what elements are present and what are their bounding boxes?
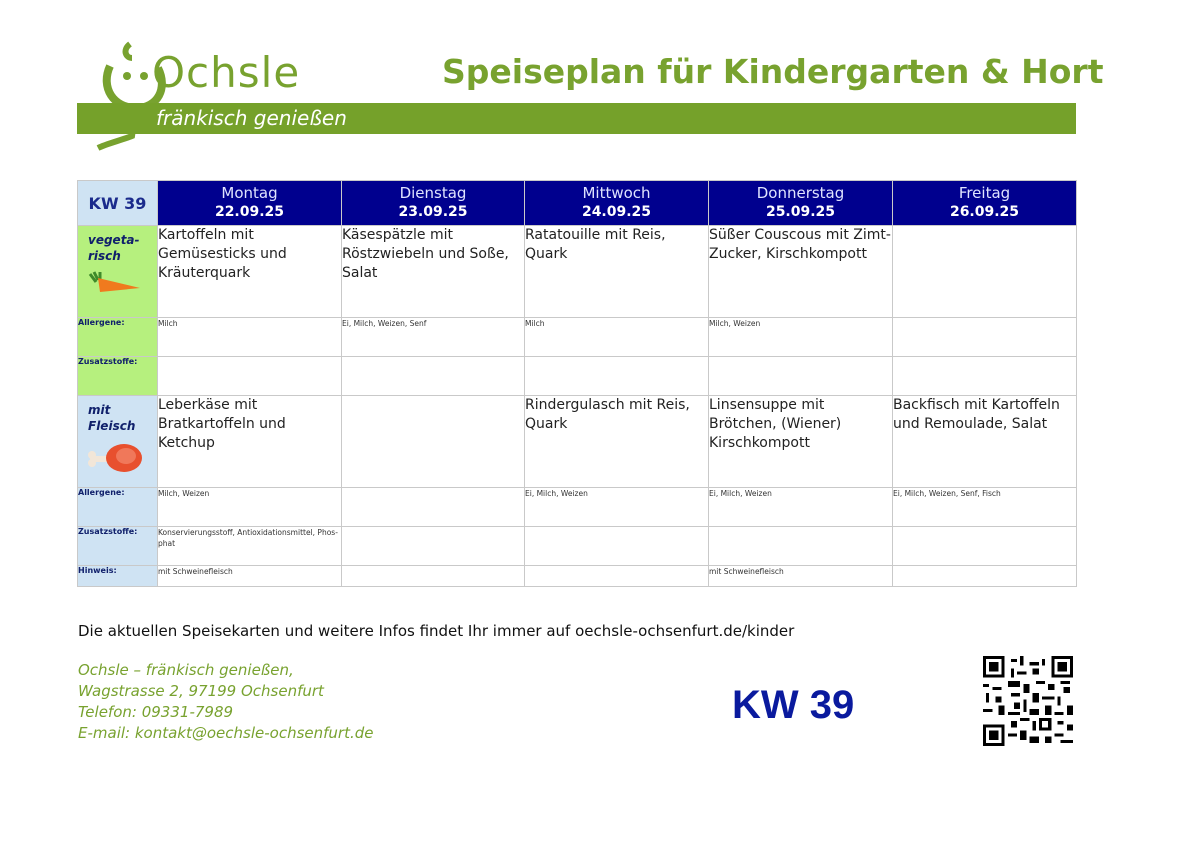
day-date: 24.09.25 xyxy=(581,204,652,220)
allergens-cell: Ei, Milch, Weizen, Senf, Fisch xyxy=(893,488,1077,527)
additives-cell xyxy=(893,527,1077,566)
category-label: vegeta- risch xyxy=(88,233,140,263)
dish-cell: Süßer Couscous mit Zimt-Zucker, Kirschkompott xyxy=(709,226,893,318)
info-text: Die aktuellen Speisekarten und weitere Infos findet Ihr immer auf oechsle-ochsenfurt.de/kinder xyxy=(78,622,795,640)
allergens-label: Allergene: xyxy=(78,318,158,357)
brand-name: Ochsle xyxy=(152,48,301,97)
carrot-icon xyxy=(86,268,144,298)
allergens-cell xyxy=(893,318,1077,357)
allergens-cell: Milch, Weizen xyxy=(158,488,342,527)
allergens-cell: Ei, Milch, Weizen xyxy=(525,488,709,527)
additives-cell: Konservierungsstoff, Antioxidationsmittel, Phos-phat xyxy=(158,527,342,566)
additives-cell xyxy=(893,357,1077,396)
additives-cell xyxy=(709,527,893,566)
allergens-cell xyxy=(342,488,525,527)
day-header xyxy=(893,181,1077,226)
allergens-cell: Milch, Weizen xyxy=(709,318,893,357)
additives-cell xyxy=(709,357,893,396)
dish-cell xyxy=(893,226,1077,318)
ham-icon xyxy=(86,438,144,474)
day-header xyxy=(342,181,525,226)
meat-additives-row xyxy=(78,527,1077,566)
dish-cell: Rindergulasch mit Reis, Quark xyxy=(525,396,709,488)
day-date: 26.09.25 xyxy=(949,204,1020,220)
notes-cell xyxy=(342,566,525,587)
dish-cell: Ratatouille mit Reis, Quark xyxy=(525,226,709,318)
notes-label: Hinweis: xyxy=(78,566,158,587)
meat-notes-row xyxy=(78,566,1077,587)
day-name: Freitag xyxy=(958,184,1011,202)
vegetarian-category xyxy=(78,226,158,318)
allergens-cell: Ei, Milch, Weizen xyxy=(709,488,893,527)
week-label: KW 39 xyxy=(78,181,158,226)
allergens-cell: Milch xyxy=(158,318,342,357)
dish-cell: Käsespätzle mit Röstzwiebeln und Soße, Salat xyxy=(342,226,525,318)
additives-label: Zusatzstoffe: xyxy=(78,357,158,396)
week-big-label: KW 39 xyxy=(732,683,855,727)
meat-dish-row xyxy=(78,396,1077,488)
meat-category xyxy=(78,396,158,488)
day-name: Donnerstag xyxy=(756,184,845,202)
vegetarian-additives-row xyxy=(78,357,1077,396)
allergens-label: Allergene: xyxy=(78,488,158,527)
day-date: 22.09.25 xyxy=(214,204,285,220)
brand-tagline: fränkisch genießen xyxy=(156,106,347,130)
contact-address xyxy=(78,660,373,744)
day-date: 25.09.25 xyxy=(765,204,836,220)
day-name: Mittwoch xyxy=(582,184,651,202)
allergens-cell: Milch xyxy=(525,318,709,357)
dish-cell: Leberkäse mit Bratkartoffeln und Ketchup xyxy=(158,396,342,488)
day-name: Montag xyxy=(221,184,278,202)
notes-cell xyxy=(893,566,1077,587)
address-line: Ochsle – fränkisch genießen, xyxy=(78,661,294,679)
day-header xyxy=(158,181,342,226)
additives-label: Zusatzstoffe: xyxy=(78,527,158,566)
additives-cell xyxy=(342,527,525,566)
address-line: E-mail: kontakt@oechsle-ochsenfurt.de xyxy=(78,724,374,742)
day-header xyxy=(525,181,709,226)
additives-cell xyxy=(525,527,709,566)
address-line: Wagstrasse 2, 97199 Ochsenfurt xyxy=(78,682,324,700)
additives-cell xyxy=(525,357,709,396)
address-line: Telefon: 09331-7989 xyxy=(78,703,234,721)
menu-table xyxy=(77,180,1077,587)
dish-cell: Linsensuppe mit Brötchen, (Wiener) Kirschkompott xyxy=(709,396,893,488)
qr-code-icon xyxy=(981,656,1075,746)
day-header xyxy=(709,181,893,226)
notes-cell xyxy=(525,566,709,587)
vegetarian-dish-row xyxy=(78,226,1077,318)
notes-cell: mit Schweinefleisch xyxy=(158,566,342,587)
vegetarian-allergens-row xyxy=(78,318,1077,357)
category-label: mit Fleisch xyxy=(88,403,136,433)
additives-cell xyxy=(158,357,342,396)
day-name: Dienstag xyxy=(399,184,467,202)
notes-cell: mit Schweinefleisch xyxy=(709,566,893,587)
table-header-row xyxy=(78,181,1077,226)
dish-cell xyxy=(342,396,525,488)
additives-cell xyxy=(342,357,525,396)
day-date: 23.09.25 xyxy=(398,204,468,220)
page-title: Speiseplan für Kindergarten & Hort xyxy=(442,52,1104,91)
dish-cell: Kartoffeln mit Gemüsesticks und Kräuterquark xyxy=(158,226,342,318)
dish-cell: Backfisch mit Kartoffeln und Remoulade, Salat xyxy=(893,396,1077,488)
meat-allergens-row xyxy=(78,488,1077,527)
allergens-cell: Ei, Milch, Weizen, Senf xyxy=(342,318,525,357)
